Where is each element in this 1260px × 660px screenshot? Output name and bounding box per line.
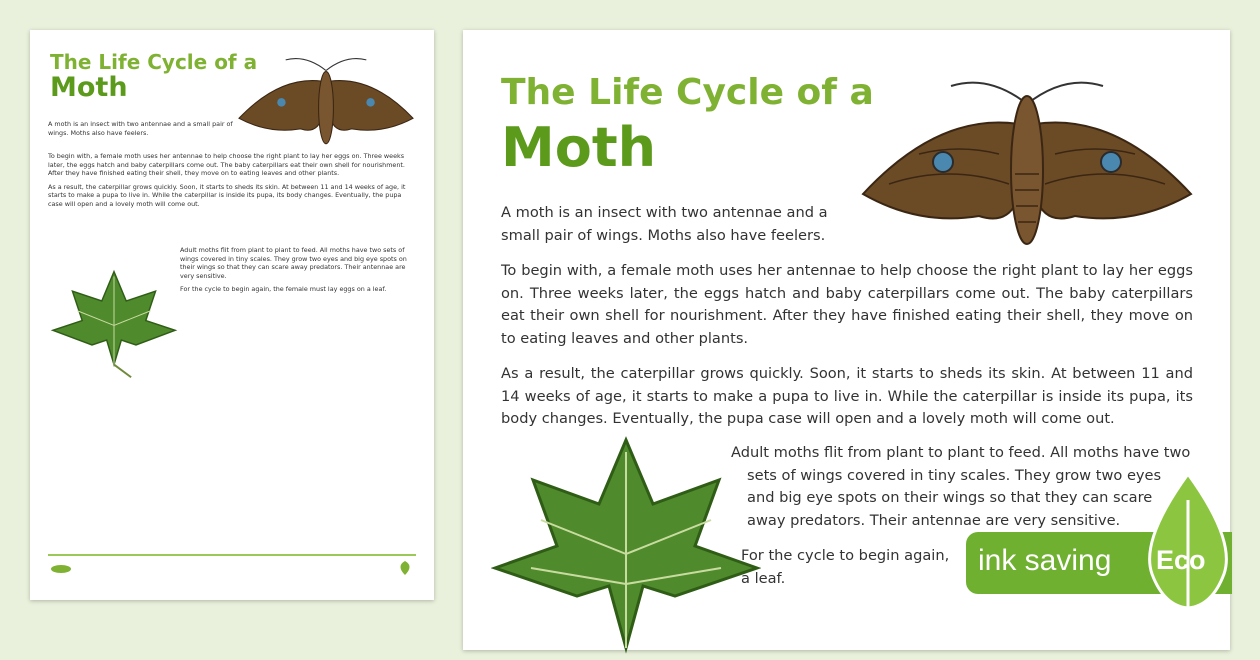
eco-leaf-icon: [1138, 470, 1238, 618]
eco-leaf-icon: [394, 560, 416, 576]
ink-saving-label: ink saving: [978, 544, 1112, 577]
paragraph-cycle-line2: a leaf.: [741, 569, 786, 587]
paragraph-cycle-line1: For the cycle to begin again,: [741, 547, 950, 564]
thumbnail-page[interactable]: [30, 30, 434, 600]
leaf-illustration-small: [48, 244, 180, 400]
thumbnail-paragraph-3: As a result, the caterpillar grows quickly. Soon, it starts to sheds its skin. At between 11 and 14 weeks of age, it starts to make a pupa to live in. While the caterpillar is inside its pupa, its body changes. Eventually, the pupa case will open and a lovely moth will come out.: [48, 182, 406, 208]
paragraph-adult-moths-line1: Adult moths flit from plant to plant to feed. All moths have two: [731, 444, 1191, 461]
paragraph-eggs: To begin with, a female moth uses her antennae to help choose the right plant to lay her eggs on. Three weeks later, the eggs hatch and baby caterpillars come out. The baby caterpillars eat their own shell for nourishment. After they have finished eating their shell, they move on to eating leaves and other plants.: [501, 262, 1193, 347]
moth-illustration-small: [236, 44, 416, 148]
thumbnail-paragraph-4: Adult moths flit from plant to plant to feed. All moths have two sets of wings covered in tiny scales. They grow two eyes and big eye spots on their wings so that they can scare away predators. Their antennae are very sensitive.: [180, 246, 407, 280]
paragraph-intro: A moth is an insect with two antennae and a small pair of wings. Moths also have feelers.: [501, 204, 828, 244]
thumbnail-paragraph-5: For the cycle to begin again, the female must lay eggs on a leaf.: [180, 285, 387, 294]
moth-illustration: [859, 54, 1195, 250]
paragraph-caterpillar: As a result, the caterpillar grows quickly. Soon, it starts to sheds its skin. At between 11 and 14 weeks of age, it starts to make a pupa to live in. While the caterpillar is inside its pupa, its body changes. Eventually, the pupa case will open and a lovely moth will come out.: [501, 365, 1193, 427]
publisher-logo: [50, 564, 72, 574]
thumbnail-title-line1: The Life Cycle of a: [50, 50, 258, 74]
page-title-line2: Moth: [501, 116, 657, 179]
thumbnail-paragraph-2: To begin with, a female moth uses her antennae to help choose the right plant to lay her eggs on. Three weeks later, the eggs hatch and baby caterpillars come out. The baby caterpillars eat their own shell for nourishment. After they have finished eating their shell, they move on to eating leaves and other plants.: [48, 152, 405, 178]
page-title-line1: The Life Cycle of a: [501, 72, 874, 113]
thumbnail-paragraph-1: A moth is an insect with two antennae and a small pair of wings. Moths also have feelers.: [48, 120, 233, 137]
eco-label: Eco: [1156, 545, 1206, 575]
thumbnail-title-line2: Moth: [50, 72, 128, 103]
thumbnail-footer-line: [48, 554, 416, 556]
paragraph-adult-moths-rest: sets of wings covered in tiny scales. They grow two eyes and big eye spots on their wings so that they can scare away predators. Their antennae are very sensitive.: [747, 466, 1162, 529]
leaf-illustration: [491, 434, 761, 660]
paragraph-adult-moths: [731, 442, 1193, 532]
